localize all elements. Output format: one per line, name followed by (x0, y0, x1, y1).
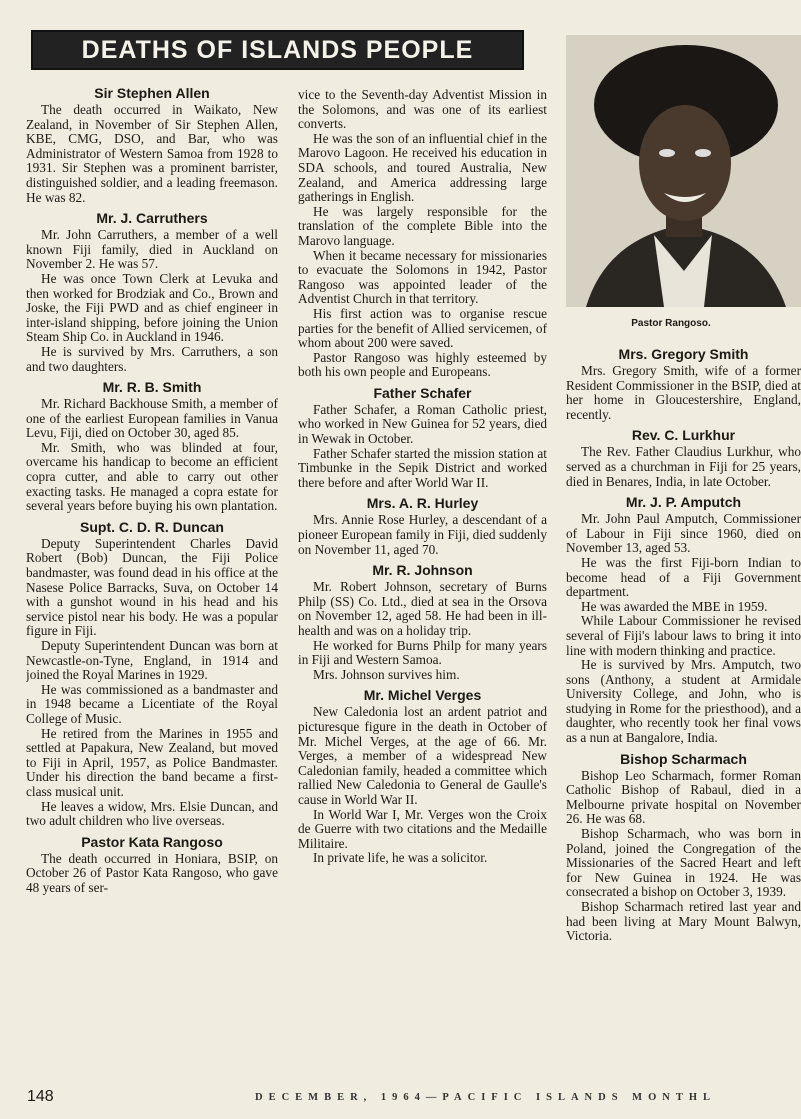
article-paragraph: Mr. John Carruthers, a member of a well known Fiji family, died in Auckland on November 2. He was 57. (26, 227, 278, 272)
obituary-article (26, 85, 278, 205)
photo-caption: Pastor Rangoso. (631, 318, 711, 329)
article-paragraph: The death occurred in Waikato, New Zealand, in November of Sir Stephen Allen, KBE, CMG, DSO, and Bar, who was Administrator of Western Samoa from 1928 to 1931. Sir Stephen was a prominent barrister, distinguished soldier, and a leading freemason. He was 82. (26, 102, 278, 205)
column-3 (566, 343, 801, 949)
article-paragraph: He retired from the Marines in 1955 and settled at Papakura, New Zealand, but moved to Fiji in April, 1957, as Police Bandmaster. Under his direction the band became a first-class musical unit. (26, 725, 278, 799)
article-heading: Mr. R. Johnson (372, 562, 473, 579)
article-paragraph: He was largely responsible for the translation of the complete Bible into the Marovo language. (298, 203, 547, 248)
article-paragraph: Bishop Scharmach retired last year and had been living at Mary Mount Balwyn, Victoria. (566, 899, 801, 944)
obituary-article (26, 834, 278, 896)
page-title: DEATHS OF ISLANDS PEOPLE (81, 35, 474, 64)
obituary-article (566, 346, 801, 422)
article-paragraph: In World War I, Mr. Verges won the Croix de Guerre with two citations and the Medaille Militaire. (298, 806, 547, 851)
obituary-article (298, 562, 547, 682)
article-heading: Sir Stephen Allen (94, 85, 210, 101)
article-paragraph: He was awarded the MBE in 1959. (581, 598, 768, 614)
article-heading: Pastor Kata Rangoso (81, 833, 223, 850)
section-title-banner (31, 30, 524, 70)
running-footer: DECEMBER, 1964—PACIFIC ISLANDS MONTHL (255, 1092, 716, 1103)
obituary-article (298, 495, 547, 557)
article-paragraph: In private life, he was a solicitor. (313, 850, 488, 866)
article-heading: Rev. C. Lurkhur (631, 427, 736, 444)
article-paragraph: He leaves a widow, Mrs. Elsie Duncan, and two adult children who live overseas. (26, 798, 278, 829)
obituary-article (26, 519, 278, 829)
article-paragraph: The Rev. Father Claudius Lurkhur, who served as a churchman in Fiji for 25 years, died in Benares, India, in late October. (566, 444, 801, 489)
article-heading: Bishop Scharmach (620, 750, 747, 767)
article-paragraph: Bishop Leo Scharmach, former Roman Catholic Bishop of Rabaul, died in a Melbourne private hospital on November 26. He was 68. (566, 767, 801, 827)
article-paragraph: The death occurred in Honiara, BSIP, on October 26 of Pastor Kata Rangoso, who gave 48 years of ser- (26, 850, 278, 895)
article-paragraph: Father Schafer, a Roman Catholic priest, who worked in New Guinea for 52 years, died in Wewak in October. (298, 401, 547, 447)
article-paragraph: Deputy Superintendent Duncan was born at Newcastle-on-Tyne, England, in 1914 and joined the Royal Marines in 1929. (26, 638, 278, 683)
article-paragraph: Mr. Robert Johnson, secretary of Burns Philp (SS) Co. Ltd., died at sea in the Orsova on November 12, aged 58. He had been in ill-health and was on a holiday trip. (298, 579, 547, 638)
column-2 (298, 88, 547, 871)
obituary-article (298, 88, 547, 380)
article-paragraph: Mrs. Gregory Smith, wife of a former Resident Commissioner in the BSIP, died at her home in Gloucestershire, England, recently. (566, 363, 801, 422)
article-heading: Mrs. Gregory Smith (618, 346, 749, 362)
obituary-article (26, 379, 278, 514)
article-paragraph: He worked for Burns Philp for many years in Fiji and Western Samoa. (298, 637, 547, 668)
obituary-article (566, 494, 801, 746)
article-paragraph: He is survived by Mrs. Carruthers, a son and two daughters. (26, 343, 278, 374)
article-paragraph: Father Schafer started the mission station at Timbunke in the Sepik District and worked there before and after World War II. (298, 445, 547, 490)
obituary-article (298, 687, 547, 866)
article-paragraph: New Caledonia lost an ardent patriot and picturesque figure in the death in October of Mr. Michel Verges, at the age of 66. Mr. Verges, a member of a widespread New Caledonian family, headed a committee which rallied New Caledonia to General de Gaulle's cause in World War II. (298, 704, 547, 807)
page-number: 148 (27, 1088, 54, 1105)
obituary-article (566, 427, 801, 489)
obituary-article (298, 385, 547, 491)
article-paragraph: Deputy Superintendent Charles David Robert (Bob) Duncan, the Fiji Police bandmaster, was found dead in his office at the Nasese Police Barracks, Suva, on October 14 with a gunshot wound in his head and his service pistol near his body. He was a popular figure in Fiji. (26, 535, 278, 639)
obituary-article (566, 751, 801, 944)
article-heading: Mr. R. B. Smith (102, 379, 202, 396)
article-paragraph: While Labour Commissioner he revised several of Fiji's labour laws to bring it into line with modern thinking and practice. (566, 613, 801, 658)
column-1 (26, 82, 278, 901)
article-paragraph: Pastor Rangoso was highly esteemed by both his own people and Europeans. (298, 349, 547, 380)
article-paragraph: Mr. Richard Backhouse Smith, a member of one of the earliest European families in Vanua Levu, Fiji, died on October 30, aged 85. (26, 396, 278, 441)
article-paragraph: vice to the Seventh-day Adventist Mission in the Solomons, and was one of its earliest converts. (298, 88, 547, 132)
article-paragraph: He was once Town Clerk at Levuka and then worked for Brodziak and Co., Brown and Joske, the Fiji PWD and as chief engineer in inter-island shipping, before joining the Union Steam Ship Co. in Auckland in 1946. (26, 270, 278, 345)
article-heading: Supt. C. D. R. Duncan (80, 518, 224, 535)
obituary-article (26, 210, 278, 374)
article-paragraph: He is survived by Mrs. Amputch, two sons (Anthony, a student at Armidale University College, and John, who is studying in Rome for the priesthood), and a daughter, who recently took her final vows as a nun at Bangalore, India. (566, 657, 801, 746)
article-paragraph: Mrs. Annie Rose Hurley, a descendant of a pioneer European family in Fiji, died suddenly on November 11, aged 70. (298, 512, 547, 557)
article-heading: Mr. J. P. Amputch (625, 494, 742, 511)
article-heading: Mrs. A. R. Hurley (366, 495, 479, 512)
article-paragraph: Mrs. Johnson survives him. (313, 666, 460, 682)
article-paragraph: He was commissioned as a bandmaster and in 1948 became a Licentiate of the Royal College of Music. (26, 681, 278, 726)
article-paragraph: When it became necessary for missionaries to evacuate the Solomons in 1942, Pastor Rangoso was appointed leader of the Adventist Church in that territory. (298, 247, 547, 307)
article-paragraph: Bishop Scharmach, who was born in Poland, joined the Congregation of the Missionaries of the Sacred Heart and left for New Guinea in 1924. He was consecrated a bishop on October 3, 1939. (566, 826, 801, 900)
article-paragraph: He was the son of an influential chief in the Marovo Lagoon. He received his education in SDA schools, and toured Australia, New Zealand, and America addressing large gatherings in English. (298, 130, 547, 205)
article-paragraph: He was the first Fiji-born Indian to become head of a Fiji Government department. (566, 554, 801, 600)
article-heading: Father Schafer (373, 384, 472, 401)
article-heading: Mr. Michel Verges (363, 687, 482, 704)
article-paragraph: Mr. Smith, who was blinded at four, overcame his handicap to become an efficient copra cutter, and able to carry out other exacting tasks. He managed a copra estate for several years before buying his own plantation. (26, 439, 278, 514)
article-heading: Mr. J. Carruthers (96, 210, 208, 227)
article-paragraph: His first action was to organise rescue parties for the benefit of Allied servicemen, of whom about 200 were saved. (298, 305, 547, 351)
portrait-photo (566, 35, 801, 307)
article-paragraph: Mr. John Paul Amputch, Commissioner of Labour in Fiji since 1960, died on November 13, aged 53. (566, 511, 801, 556)
portrait-image (566, 35, 801, 307)
